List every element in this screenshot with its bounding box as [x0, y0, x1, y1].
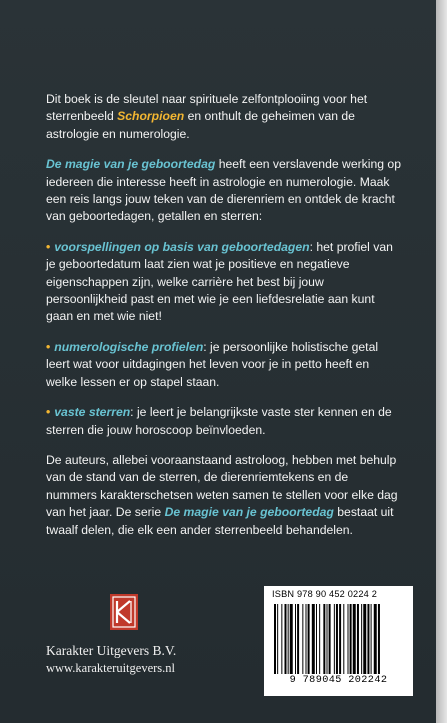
- bullet-numerology: [46, 339, 402, 391]
- bullet-predictions: [46, 239, 402, 326]
- intro-text-end: en onthult de geheimen van de astrologie en numerologie.: [46, 109, 355, 141]
- barcode-panel: [264, 586, 413, 696]
- magie-paragraph: [46, 156, 402, 226]
- publisher-url: www.karakteruitgevers.nl: [46, 661, 176, 675]
- intro-paragraph: [46, 91, 402, 143]
- intro-text: Dit boek is de sleutel naar spirituele zelfontplooiing voor het sterrenbeeld: [46, 92, 368, 124]
- bullet-text: : je leert je belangrijkste vaste ster kennen en de sterren die jouw horoscoop beïnvloeden.: [46, 405, 392, 437]
- series-title-inline: De magie van je geboortedag: [164, 505, 334, 520]
- bullet-text: : je persoonlijke holistische getal leert wat voor uitdagingen het leven voor je in petto heeft en welke lessen er op stapel staan.: [46, 339, 379, 389]
- authors-paragraph: [46, 452, 402, 539]
- book-title-inline: De magie van je geboortedag: [46, 157, 216, 172]
- barcode-icon: [274, 604, 406, 674]
- barcode-number: 9 789045 202242: [289, 675, 388, 686]
- isbn-text: ISBN 978 90 452 0224 2: [272, 589, 378, 599]
- publisher-logo-icon: [104, 592, 144, 632]
- bullet-fixed-stars: [46, 404, 402, 439]
- bullet-icon: •: [46, 405, 51, 420]
- bullet-text: : het profiel van je geboortedatum laat zien wat je positieve en negatieve eigenschappen zijn, welke carrière het best bij jouw persoonlijkheid past en met wie je een liefdesrelatie aan kunt gaan en met wie niet!: [46, 239, 393, 324]
- bullet-icon: •: [46, 239, 51, 254]
- bullet-title: vaste sterren: [54, 405, 131, 420]
- publisher-name: Karakter Uitgevers B.V.: [46, 643, 177, 658]
- publisher-block: [46, 592, 246, 676]
- blurb-text: [46, 91, 402, 552]
- bullet-title: numerologische profielen: [54, 339, 204, 354]
- zodiac-sign-name: Schorpioen: [117, 109, 185, 124]
- authors-text-end: bestaat uit twaalf delen, die elk een ander sterrenbeeld behandelen.: [46, 505, 394, 537]
- bullet-icon: •: [46, 339, 51, 354]
- magie-text: heeft een verslavende werking op iedereen die interesse heeft in astrologie en numerologie. Maak een reis langs jouw teken van de dierenriem en ontdek de kracht van geboortedagen, getallen en sterren:: [46, 157, 401, 224]
- authors-text: De auteurs, allebei vooraanstaand astroloog, hebben met behulp van de stand van de sterren, de dierenriemtekens en de nummers karakterschetsen weten samen te stellen voor elke dag van het jaar. De serie: [46, 452, 398, 520]
- bullet-title: voorspellingen op basis van geboortedagen: [54, 239, 310, 254]
- page-edge: [436, 0, 447, 723]
